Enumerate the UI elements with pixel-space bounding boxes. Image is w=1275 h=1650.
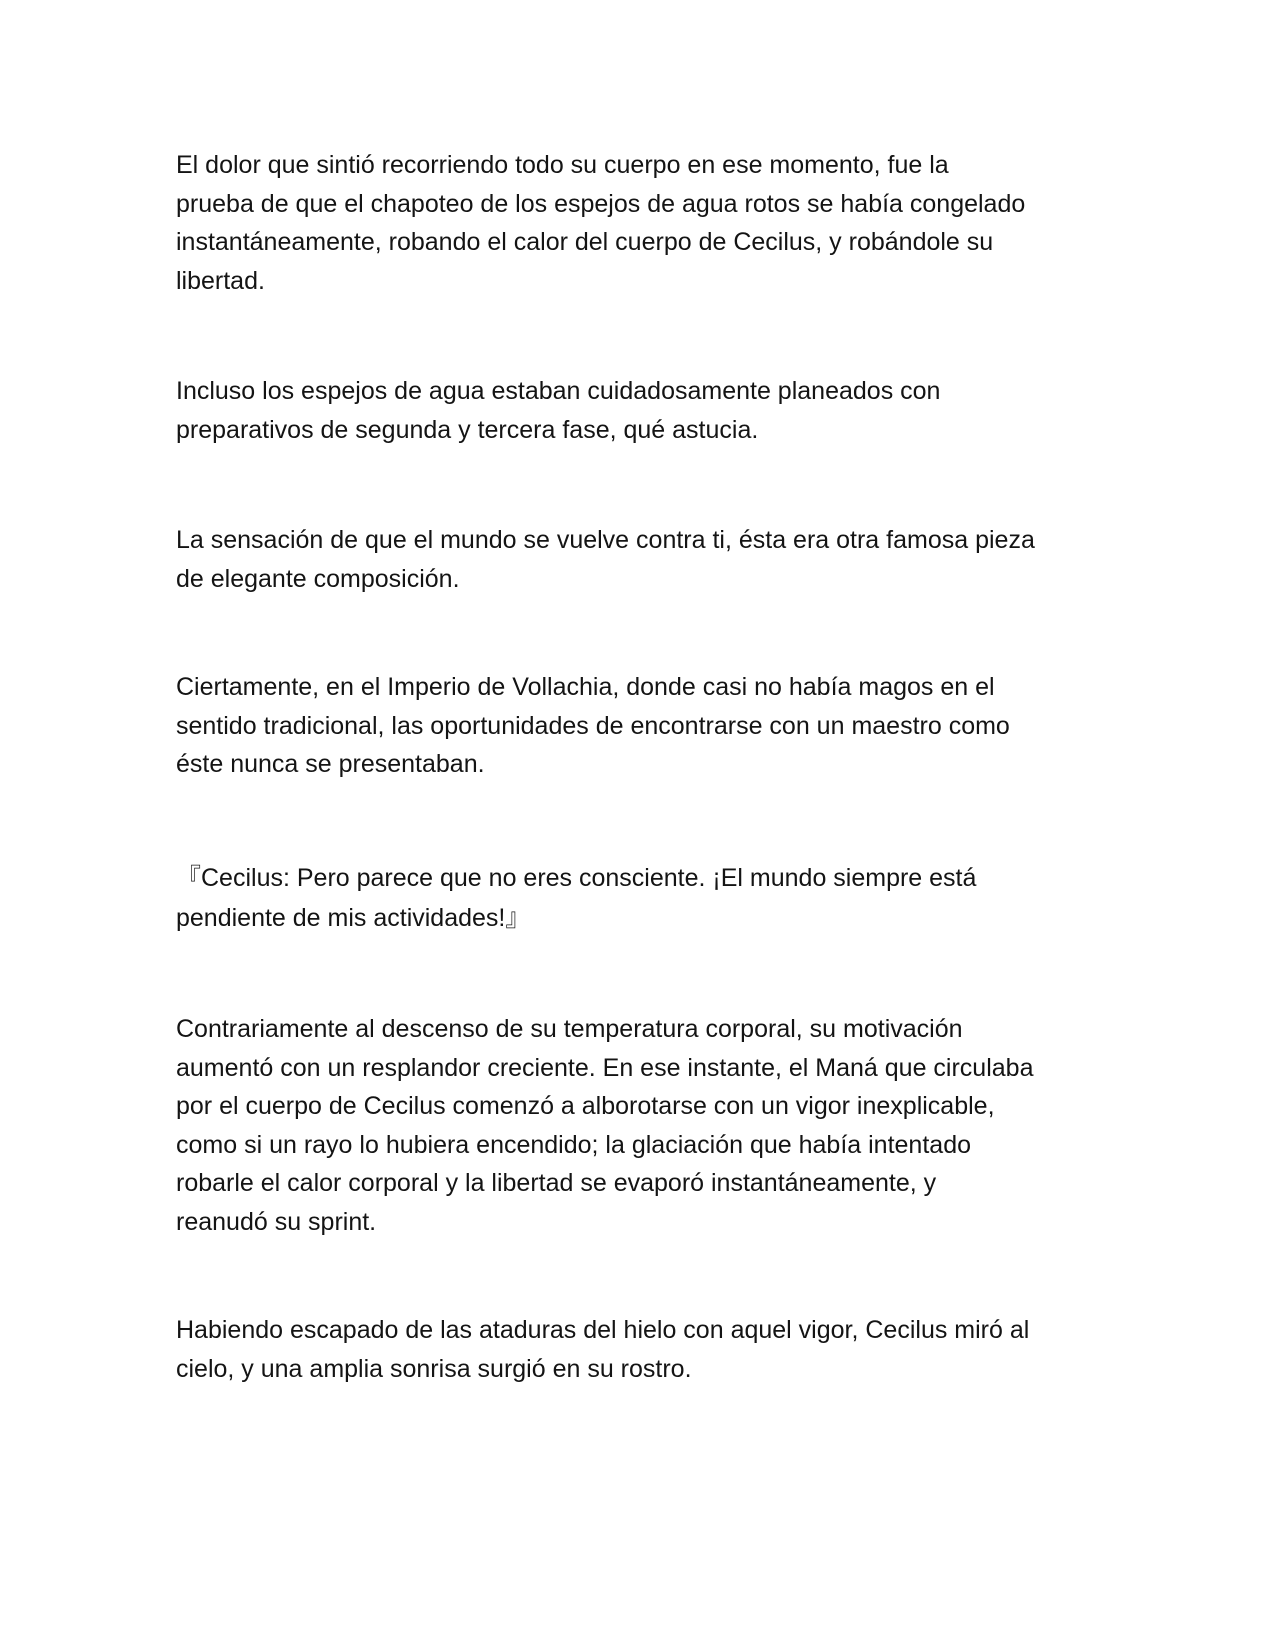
paragraph-line: Ciertamente, en el Imperio de Vollachia, donde casi no había magos en el (176, 673, 995, 701)
paragraph-6 (176, 1010, 1096, 1241)
paragraph-1 (176, 146, 1096, 300)
paragraph-line: Contrariamente al descenso de su temperatura corporal, su motivación (176, 1015, 963, 1043)
paragraph-2 (176, 372, 1096, 449)
paragraph-4 (176, 668, 1096, 784)
paragraph-line: robarle el calor corporal y la libertad se evaporó instantáneamente, y (176, 1169, 937, 1197)
paragraph-line: instantáneamente, robando el calor del cuerpo de Cecilus, y robándole su (176, 228, 994, 256)
paragraph-7 (176, 1311, 1096, 1388)
paragraph-line: aumentó con un resplandor creciente. En ese instante, el Maná que circulaba (176, 1053, 1034, 1082)
paragraph-line: libertad. (176, 266, 265, 295)
paragraph-line: Habiendo escapado de las ataduras del hielo con aquel vigor, Cecilus miró al (176, 1316, 1030, 1344)
paragraph-3 (176, 521, 1096, 598)
paragraph-line: La sensación de que el mundo se vuelve contra ti, ésta era otra famosa pieza (176, 526, 1035, 554)
paragraph-line: pendiente de mis actividades!』 (176, 904, 531, 932)
paragraph-line: cielo, y una amplia sonrisa surgió en su rostro. (176, 1354, 692, 1383)
paragraph-line: prueba de que el chapoteo de los espejos de agua rotos se había congelado (176, 189, 1026, 218)
dialogue-paragraph (176, 858, 1096, 938)
paragraph-line: preparativos de segunda y tercera fase, qué astucia. (176, 415, 759, 444)
paragraph-line: 『Cecilus: Pero parece que no eres consciente. ¡El mundo siempre está (176, 864, 977, 892)
paragraph-line: Incluso los espejos de agua estaban cuidadosamente planeados con (176, 377, 941, 405)
paragraph-line: reanudó su sprint. (176, 1207, 377, 1236)
paragraph-line: éste nunca se presentaban. (176, 750, 485, 778)
paragraph-line: de elegante composición. (176, 564, 460, 593)
paragraph-line: por el cuerpo de Cecilus comenzó a alborotarse con un vigor inexplicable, (176, 1092, 995, 1120)
paragraph-line: como si un rayo lo hubiera encendido; la glaciación que había intentado (176, 1130, 971, 1159)
paragraph-line: El dolor que sintió recorriendo todo su cuerpo en ese momento, fue la (176, 151, 949, 179)
paragraph-line: sentido tradicional, las oportunidades de encontrarse con un maestro como (176, 711, 1010, 740)
